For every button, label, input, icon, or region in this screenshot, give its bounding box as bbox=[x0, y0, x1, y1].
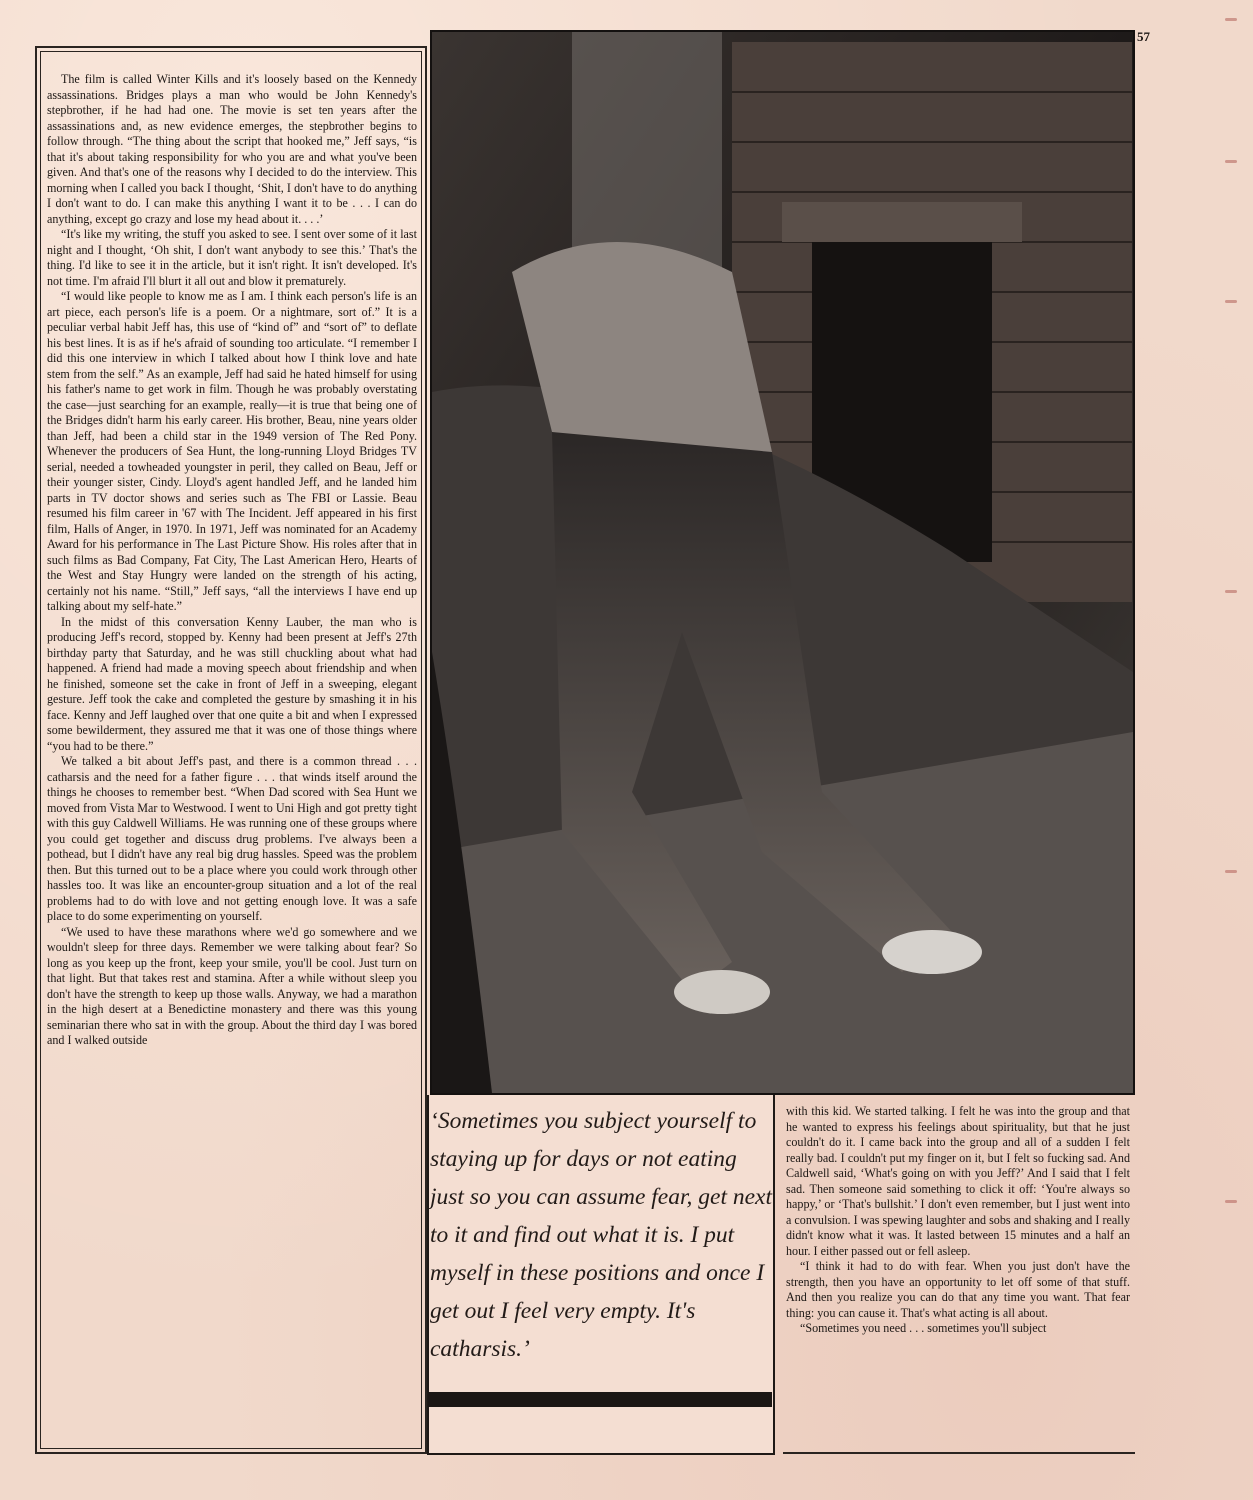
photo-illustration bbox=[432, 32, 1133, 1093]
paragraph: “We used to have these marathons where we'd go somewhere and we wouldn't sleep for three days. Remember we were talking about fear? So long as you keep up the front, keep your smile, you'll be cool. Just turn on that light. But that takes rest and stamina. After a while without sleep you don't have the strength to keep up those walls. Anyway, we had a marathon in the high desert at a Benedictine monastery and there was this young seminarian there who sat in with the group. About the third day I was bored and I walked outside bbox=[47, 924, 417, 1047]
bottom-rule bbox=[783, 1452, 1135, 1454]
right-column-text bbox=[786, 1104, 1130, 1337]
page-number: 57 bbox=[1137, 29, 1150, 44]
left-column-text bbox=[47, 72, 417, 1049]
paragraph: “I would like people to know me as I am. I think each person's life is an art piece, each person's life is a poem. Or a nightmare, sort of.” It is a peculiar verbal habit Jeff has, this use of “kind of” and “sort of” to deflate his best lines. It is as if he's afraid of sounding too articulate. “I remember I did this one interview in which I talked about how I think love and hate stem from the self.” As an example, Jeff had said he hated himself for using his father's name to get work in film. Though he was probably overstating the case—just searching for an example, really—it is true that being one of the Bridges didn't harm his early career. His brother, Beau, nine years older than Jeff, had been a child star in the 1949 version of The Red Pony. Whenever the producers of Sea Hunt, the long-running Lloyd Bridges TV serial, needed a towheaded youngster in peril, they called on Beau, Jeff or their younger sister, Cindy. Lloyd's agent handled Jeff, and he landed him parts in TV doctor shows and series such as The FBI or Lassie. Beau resumed his film career in '67 with The Incident. Jeff appeared in his first film, Halls of Anger, in 1970. In 1971, Jeff was nominated for an Academy Award for his performance in The Last Picture Show. His roles after that in such films as Bad Company, Fat City, The Last American Hero, Hearts of the West and Stay Hungry were landed on the strength of his acting, certainly not his name. “Still,” Jeff says, “all the interviews I have end up talking about my self-hate.” bbox=[47, 289, 417, 613]
photograph bbox=[430, 30, 1135, 1095]
paragraph: The film is called Winter Kills and it's loosely based on the Kennedy assassinations. Bridges plays a man who would be John Kennedy's stepbrother, if he had had one. The movie is set ten years after the assassinations and, as new evidence emerges, the stepbrother begins to follow through. “The thing about the script that hooked me,” Jeff says, “is that it's about taking responsibility for who you are and what you've been given. And that's one of the reasons why I decided to do the interview. This morning when I called you back I thought, ‘Shit, I don't have to do anything I don't want to do. I can make this anything I want it to be . . . I can do anything, except go crazy and lose my head about it. . . .’ bbox=[47, 72, 417, 226]
paragraph: “It's like my writing, the stuff you asked to see. I sent over some of it last night and I thought, ‘Oh shit, I don't want anybody to see this.’ That's the thing. I'd like to see it in the article, but it isn't right. It isn't developed. It's not time. I'm afraid I'll blurt it all out and blow it prematurely. bbox=[47, 227, 417, 288]
edge-mark bbox=[1225, 590, 1237, 593]
edge-mark bbox=[1225, 300, 1237, 303]
paragraph: In the midst of this conversation Kenny Lauber, the man who is producing Jeff's record, stopped by. Kenny had been present at Jeff's 27th birthday party that Saturday, and he was still chuckling about what had happened. A friend had made a moving speech about friendship and when he finished, someone set the cake in front of Jeff in a sweeping, elegant gesture. Jeff took the cake and completed the gesture by smashing it in his face. Kenny and Jeff laughed over that one quite a bit and when I expressed some bewilderment, they assured me that it was one of those things where “you had to be there.” bbox=[47, 614, 417, 753]
paragraph: “Sometimes you need . . . sometimes you'll subject bbox=[800, 1321, 1047, 1335]
paragraph: “I think it had to do with fear. When you just don't have the strength, then you have an opportunity to let off some of that stuff. And then you realize you can do that any time you want. That fear thing: you can cause it. That's what acting is all about. bbox=[786, 1259, 1130, 1320]
edge-mark bbox=[1225, 1200, 1237, 1203]
paragraph: We talked a bit about Jeff's past, and there is a common thread . . . catharsis and the need for a father figure . . . that winds itself around the things he chooses to remember best. “When Dad scored with Sea Hunt we moved from Vista Mar to Westwood. I went to Uni High and got pretty tight with this guy Caldwell Williams. He was running one of these groups where you could get together and discuss drug problems. I've always been a pothead, but I didn't have any real big drug hassles. Speed was the problem then. But this turned out to be a place where you could work through other hassles too. It was like an encounter-group situation and a lot of the real problems had to do with love and not getting enough love. It was a safe place to do some experimenting on yourself. bbox=[47, 754, 417, 923]
edge-mark bbox=[1225, 870, 1237, 873]
edge-mark bbox=[1225, 160, 1237, 163]
pull-quote-rule bbox=[428, 1392, 772, 1407]
edge-mark bbox=[1225, 18, 1237, 21]
pull-quote: ‘Sometimes you subject yourself to staying up for days or not eating just so you can assume fear, get next to it and find out what it is. I put myself in these positions and once I get out I feel very empty. It's catharsis.’ bbox=[430, 1108, 773, 1362]
paragraph: with this kid. We started talking. I felt he was into the group and that he wanted to express his feelings about spirituality, but that he just couldn't do it. I came back into the group and all of a sudden I felt really bad. I couldn't put my finger on it, but I felt so fucking sad. And Caldwell said, ‘What's going on with you Jeff?’ And I said that I felt sad. Then someone said something to click it off: ‘You're always so happy,’ or ‘That's bullshit.’ I don't even remember, but I just went into a convulsion. I was spewing laughter and sobs and shaking and I really didn't know what it was. It lasted between 15 minutes and a half an hour. I either passed out or fell asleep. bbox=[786, 1104, 1130, 1258]
